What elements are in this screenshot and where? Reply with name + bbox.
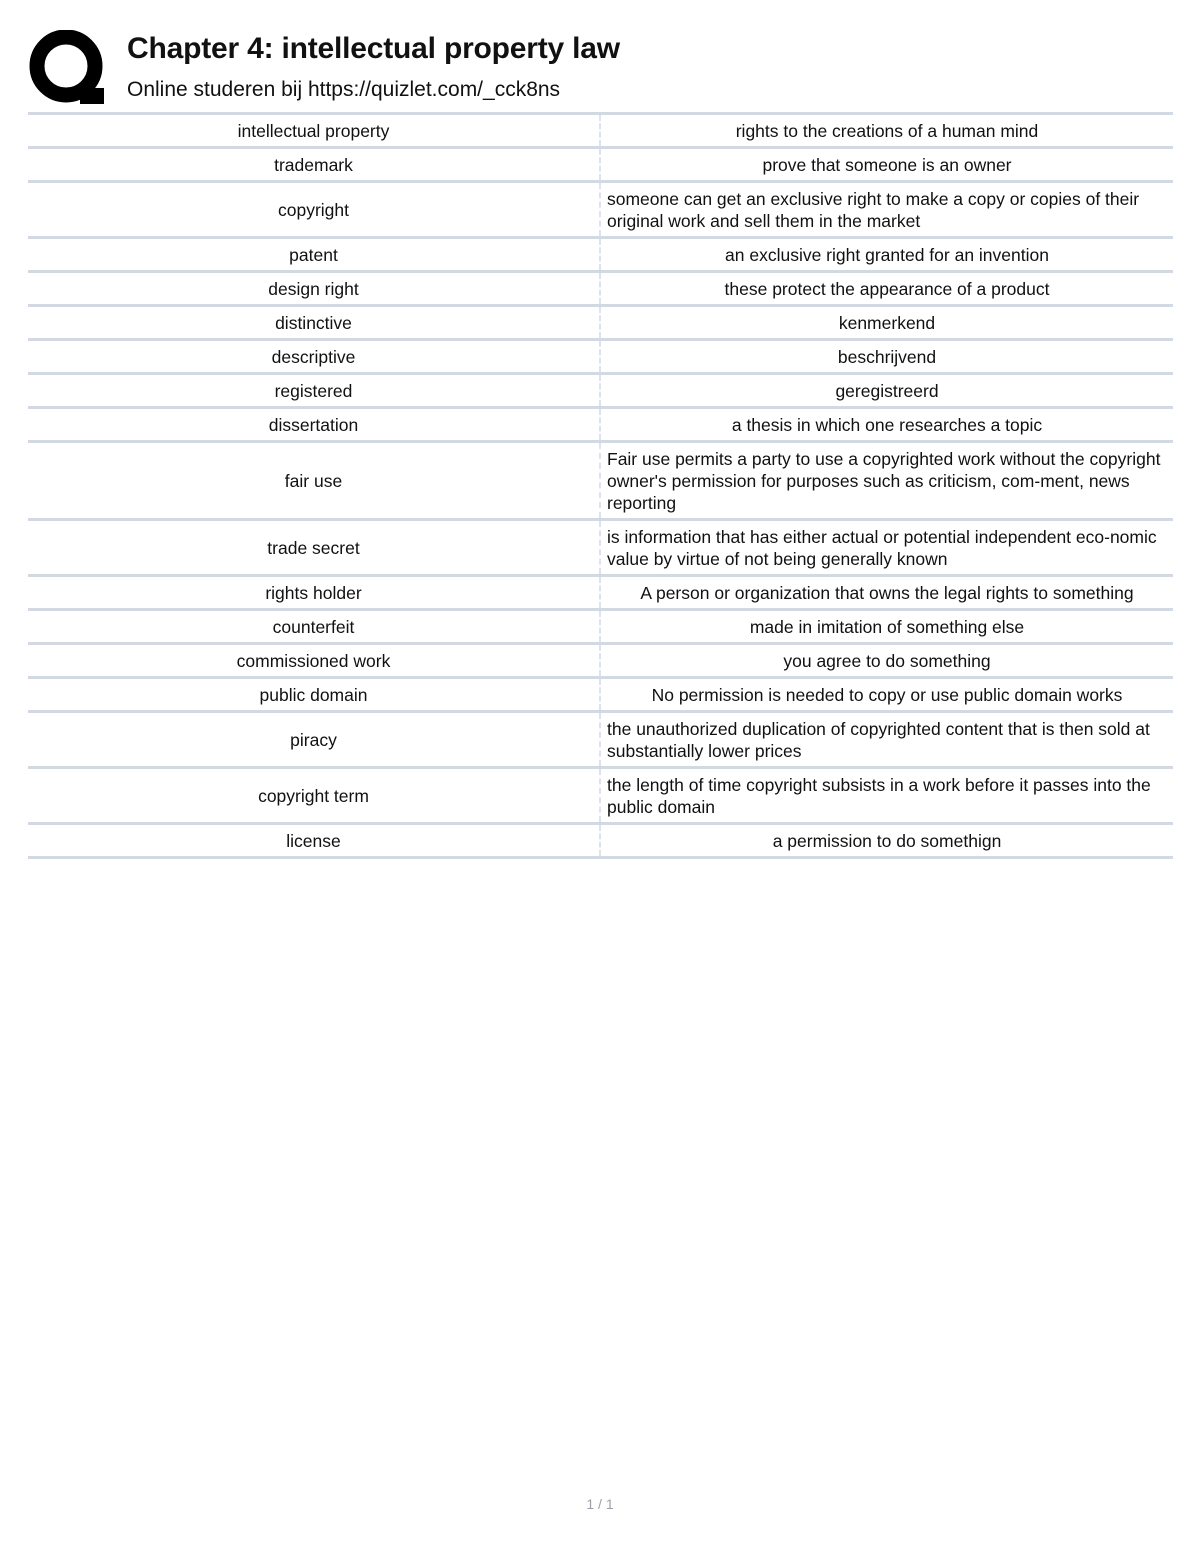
flashcard-table-container: [28, 112, 1173, 859]
term-cell: registered: [28, 374, 600, 408]
term-cell: piracy: [28, 712, 600, 768]
page-title: Chapter 4: intellectual property law: [127, 32, 620, 65]
table-row: [28, 272, 1173, 306]
definition-cell: geregistreerd: [600, 374, 1173, 408]
definition-cell: you agree to do something: [600, 644, 1173, 678]
flashcard-table: [28, 112, 1173, 859]
definition-cell: rights to the creations of a human mind: [600, 114, 1173, 148]
definition-cell: an exclusive right granted for an invention: [600, 238, 1173, 272]
definition-cell: a thesis in which one researches a topic: [600, 408, 1173, 442]
table-row: [28, 824, 1173, 858]
table-row: [28, 644, 1173, 678]
table-row: [28, 408, 1173, 442]
definition-cell: Fair use permits a party to use a copyrighted work without the copyright owner's permission for purposes such as criticism, com-ment, news reporting: [600, 442, 1173, 520]
table-row: [28, 238, 1173, 272]
table-row: [28, 768, 1173, 824]
table-row: [28, 712, 1173, 768]
definition-cell: prove that someone is an owner: [600, 148, 1173, 182]
definition-cell: the length of time copyright subsists in a work before it passes into the public domain: [600, 768, 1173, 824]
definition-cell: someone can get an exclusive right to make a copy or copies of their original work and sell them in the market: [600, 182, 1173, 238]
term-cell: dissertation: [28, 408, 600, 442]
term-cell: public domain: [28, 678, 600, 712]
definition-cell: A person or organization that owns the legal rights to something: [600, 576, 1173, 610]
page-header: [0, 0, 1200, 112]
page-indicator: 1 / 1: [586, 1496, 614, 1512]
definition-cell: is information that has either actual or potential independent eco-nomic value by virtue of not being generally known: [600, 520, 1173, 576]
table-row: [28, 520, 1173, 576]
table-row: [28, 148, 1173, 182]
definition-cell: these protect the appearance of a product: [600, 272, 1173, 306]
table-row: [28, 576, 1173, 610]
quizlet-q-logo-icon: [28, 30, 108, 106]
table-row: [28, 114, 1173, 148]
table-row: [28, 306, 1173, 340]
definition-cell: made in imitation of something else: [600, 610, 1173, 644]
term-cell: trademark: [28, 148, 600, 182]
term-cell: trade secret: [28, 520, 600, 576]
definition-cell: a permission to do somethign: [600, 824, 1173, 858]
table-row: [28, 610, 1173, 644]
term-cell: fair use: [28, 442, 600, 520]
table-row: [28, 340, 1173, 374]
term-cell: copyright: [28, 182, 600, 238]
term-cell: commissioned work: [28, 644, 600, 678]
page-subtitle: Online studeren bij https://quizlet.com/_cck8ns: [127, 78, 561, 101]
term-cell: copyright term: [28, 768, 600, 824]
table-row: [28, 678, 1173, 712]
definition-cell: the unauthorized duplication of copyrighted content that is then sold at substantially lower prices: [600, 712, 1173, 768]
term-cell: intellectual property: [28, 114, 600, 148]
definition-cell: No permission is needed to copy or use public domain works: [600, 678, 1173, 712]
definition-cell: beschrijvend: [600, 340, 1173, 374]
term-cell: descriptive: [28, 340, 600, 374]
term-cell: design right: [28, 272, 600, 306]
definition-cell: kenmerkend: [600, 306, 1173, 340]
table-row: [28, 374, 1173, 408]
term-cell: license: [28, 824, 600, 858]
term-cell: counterfeit: [28, 610, 600, 644]
table-row: [28, 182, 1173, 238]
term-cell: rights holder: [28, 576, 600, 610]
table-row: [28, 442, 1173, 520]
term-cell: distinctive: [28, 306, 600, 340]
term-cell: patent: [28, 238, 600, 272]
